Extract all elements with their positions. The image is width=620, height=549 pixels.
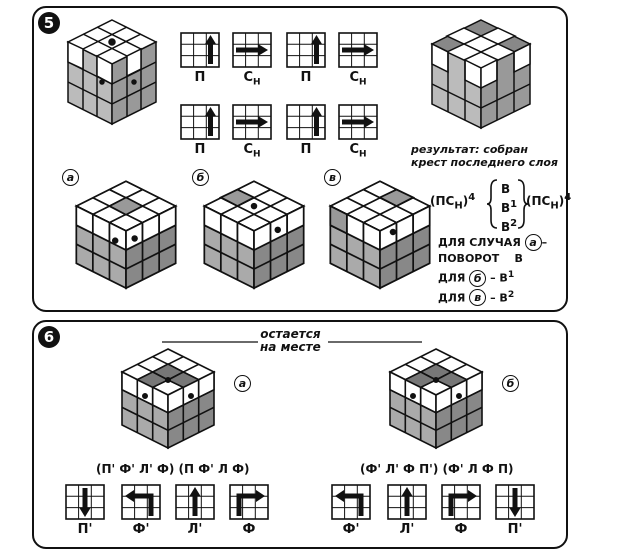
move-row2-2-arrow-icon [232, 104, 272, 140]
move-row1-1-label: П [194, 70, 206, 85]
instr-case-c: в [469, 289, 486, 306]
move6b-2 [386, 484, 428, 537]
move-row2-2-label: $С_Н$ [243, 142, 261, 160]
cube-result-cross [426, 16, 536, 131]
move6b-1-label: Ф' [342, 522, 360, 537]
result-caption-line1: результат: собран [411, 143, 528, 156]
brace-sup-2: 1 [510, 199, 518, 210]
move-row1-2 [232, 32, 272, 88]
move6a-2-label: Ф' [132, 522, 150, 537]
move-row1-2-arrow-icon [232, 32, 272, 68]
brace-item-2: В [501, 201, 511, 215]
brace-item-3: В [501, 220, 511, 234]
brace-sup-3: 2 [510, 218, 518, 229]
move6b-3-arrow-icon [440, 484, 482, 520]
move-row2-1-label: П [194, 142, 206, 157]
formula-right-pow: 4 [564, 192, 572, 203]
instr-line3-sup: 1 [507, 269, 515, 280]
formula-right-sub: Н [550, 200, 559, 212]
instr-line2: ПОВОРОТ В [438, 252, 523, 265]
move-row1-3-arrow-icon [286, 32, 326, 68]
instr-line4-tail: – В [490, 291, 508, 305]
move-row2-2 [232, 104, 272, 160]
formula-left-close: ) [462, 194, 469, 208]
step-number-badge [38, 12, 60, 34]
cube-6a [118, 346, 218, 451]
move6b-1-arrow-icon [330, 484, 372, 520]
instr-case-b: б [469, 270, 486, 287]
move-row2-1 [180, 104, 220, 157]
case6-label-a [234, 372, 251, 392]
move6a-1-arrow-icon [64, 484, 106, 520]
move-row1-1 [180, 32, 220, 85]
move-row2-4 [338, 104, 378, 160]
move-row2-3 [286, 104, 326, 157]
formula-6b: (Ф' Л' Ф П') (Ф' Л Ф П) [360, 462, 514, 476]
move6a-4-arrow-icon [228, 484, 270, 520]
formula-left: (ПС [430, 194, 455, 208]
result-caption-line2: крест последнего слоя [411, 156, 558, 169]
cube-case-a [72, 178, 180, 291]
formula-left-pow: 4 [468, 192, 476, 203]
move-row1-3 [286, 32, 326, 85]
brace-items [501, 178, 517, 235]
instr-line3-prefix: ДЛЯ [438, 271, 466, 285]
move-row2-3-arrow-icon [286, 104, 326, 140]
move6a-3 [174, 484, 216, 537]
formula-right: (ПС [526, 194, 551, 208]
formula-5 [430, 192, 475, 211]
formula-left-sub: Н [454, 200, 463, 212]
step-number-badge-6 [38, 326, 60, 348]
move6b-2-label: Л' [399, 522, 415, 537]
move6b-1 [330, 484, 372, 537]
move6a-1 [64, 484, 106, 537]
instr-line1-tail: – [541, 236, 548, 249]
move6a-3-label: Л' [187, 522, 203, 537]
move-row2-4-arrow-icon [338, 104, 378, 140]
instr-line3-tail: – В [490, 271, 508, 285]
move-row2-1-arrow-icon [180, 104, 220, 140]
move6b-4-label: П' [507, 522, 523, 537]
case6-a-circle: а [234, 375, 251, 392]
move6a-2-arrow-icon [120, 484, 162, 520]
move6b-2-arrow-icon [386, 484, 428, 520]
instr-case-a: а [525, 234, 542, 251]
move6b-4-arrow-icon [494, 484, 536, 520]
case-b-circle: б [192, 169, 209, 186]
move-row2-4-label: $С_Н$ [349, 142, 367, 160]
case6-b-circle: б [502, 375, 519, 392]
move6a-4-label: Ф [242, 522, 256, 537]
stays-line1: остается [260, 327, 321, 341]
instr-line4-sup: 2 [507, 288, 515, 300]
instr-line1: ДЛЯ СЛУЧАЯ [438, 236, 521, 249]
move6b-3 [440, 484, 482, 537]
panel-step-5 [32, 6, 572, 312]
stays-line2: на месте [260, 340, 321, 354]
result-caption [411, 143, 558, 169]
move6b-4 [494, 484, 536, 537]
move-row1-4 [338, 32, 378, 88]
move-row1-2-label: $С_Н$ [243, 70, 261, 88]
formula-right-close: ) [558, 194, 565, 208]
cube-case-c [326, 178, 434, 291]
move6a-4 [228, 484, 270, 537]
panel-step-6 [32, 320, 568, 549]
cube-case-b [200, 178, 308, 291]
case-c-circle: в [324, 169, 341, 186]
brace-left-icon [487, 178, 499, 230]
brace-item-1: В [501, 182, 511, 196]
instructions [438, 234, 547, 306]
formula-5-right [526, 192, 571, 211]
case6-label-b [502, 372, 519, 392]
move-row1-4-label: $С_Н$ [349, 70, 367, 88]
move-row2-3-label: П [300, 142, 312, 157]
move6a-3-arrow-icon [174, 484, 216, 520]
cube-initial [62, 16, 162, 128]
case-a-circle: а [62, 169, 79, 186]
formula-6a: (П' Ф' Л' Ф) (П Ф' Л Ф) [96, 462, 250, 476]
instr-line4-prefix: ДЛЯ [438, 291, 466, 305]
move6b-3-label: Ф [454, 522, 468, 537]
move-row1-1-arrow-icon [180, 32, 220, 68]
move6a-1-label: П' [77, 522, 93, 537]
step-number-6: 6 [43, 328, 55, 346]
move-row1-4-arrow-icon [338, 32, 378, 68]
move-row1-3-label: П [300, 70, 312, 85]
move6a-2 [120, 484, 162, 537]
cube-6b [386, 346, 486, 451]
step-number: 5 [43, 14, 55, 32]
